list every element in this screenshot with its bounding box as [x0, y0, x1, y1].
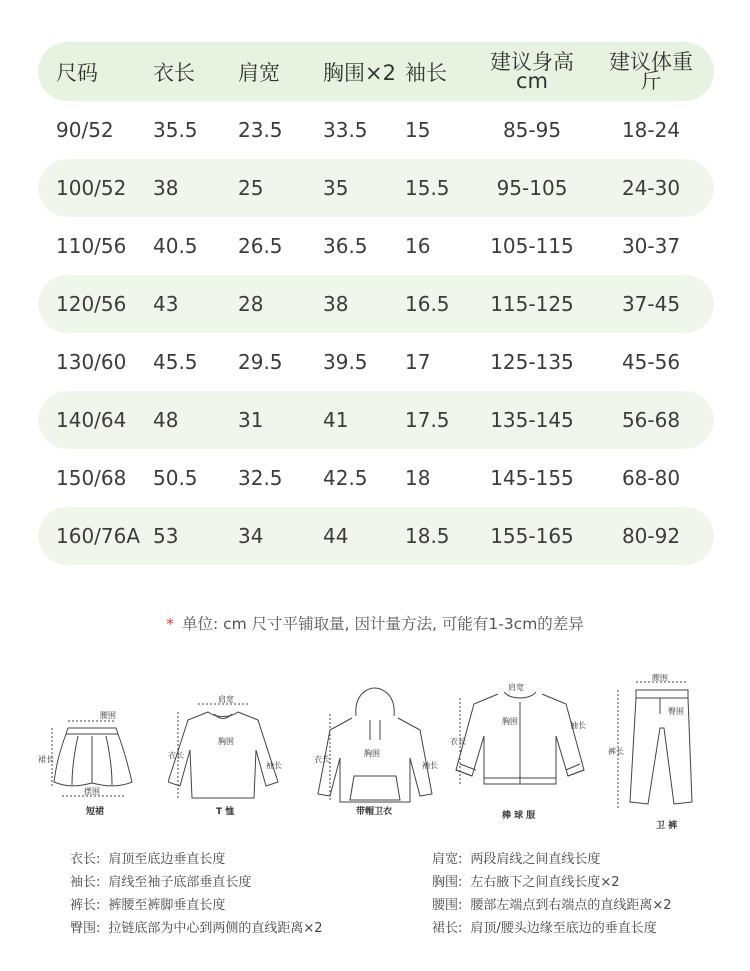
tshirt-label-sleeve: 袖长: [266, 761, 282, 770]
cell-shoulder: 31: [238, 408, 264, 432]
cell-shoulder: 26.5: [238, 234, 283, 258]
header-sleeve: 袖长: [405, 60, 447, 85]
cell-sleeve: 16: [405, 234, 431, 258]
cell-sleeve: 15.5: [405, 176, 450, 200]
cell-length: 43: [153, 292, 179, 316]
jacket-label-shoulder: 肩宽: [508, 683, 524, 692]
legend-definition: 肩顶/腰头边缘至底边的垂直长度: [470, 921, 657, 936]
table-row: [38, 217, 714, 275]
cell-length: 50.5: [153, 466, 198, 490]
cell-length: 38: [153, 176, 179, 200]
cell-height: 85-95: [502, 118, 562, 142]
legend-definition: 裤腰至裤脚垂直长度: [108, 898, 226, 913]
legend-definition: 腰部左端点到右端点的直线距离×2: [470, 898, 672, 913]
cell-length: 48: [153, 408, 179, 432]
legend-term: 衣长:: [70, 852, 101, 867]
cell-shoulder: 29.5: [238, 350, 283, 374]
legend-term: 臀围:: [70, 921, 101, 936]
pants-label-waist: 腰围: [652, 674, 668, 682]
note-text: 单位: cm 尺寸平铺取量, 因计量方法, 可能有1-3cm的差异: [181, 615, 584, 633]
legend-item: [70, 894, 225, 913]
skirt-diagram: [38, 690, 148, 820]
cell-size: 110/56: [56, 234, 127, 258]
legend-term: 裙长:: [432, 921, 463, 936]
tshirt-label-chest: 胸围: [218, 737, 234, 746]
diagram-label-skirt: 短裙: [86, 807, 105, 817]
legend-item: [432, 894, 672, 913]
legend-item: [432, 871, 620, 890]
cell-height: 145-155: [490, 466, 574, 490]
skirt-label-hem: 摆围: [84, 787, 100, 796]
cell-sleeve: 16.5: [405, 292, 450, 316]
legend-term: 肩宽:: [432, 852, 463, 867]
hoodie-label-length: 衣长: [314, 755, 330, 764]
skirt-label-waist: 腰围: [100, 711, 116, 720]
cell-size: 140/64: [56, 408, 127, 432]
cell-size: 130/60: [56, 350, 127, 374]
cell-weight: 24-30: [621, 176, 681, 200]
cell-weight: 68-80: [621, 466, 681, 490]
table-row: [38, 333, 714, 391]
measurement-diagrams: [30, 670, 730, 830]
legend-item: [432, 848, 600, 867]
diagram-label-hoodie: 带帽卫衣: [356, 807, 393, 817]
hoodie-label-sleeve: 袖长: [422, 761, 438, 770]
cell-chest: 36.5: [323, 234, 368, 258]
hoodie-label-chest: 胸围: [364, 749, 380, 758]
cell-length: 45.5: [153, 350, 198, 374]
cell-shoulder: 32.5: [238, 466, 283, 490]
legend-item: [432, 917, 657, 936]
legend-term: 裤长:: [70, 898, 101, 913]
pants-diagram: [608, 674, 708, 824]
cell-shoulder: 34: [238, 524, 264, 548]
cell-height: 115-125: [490, 292, 574, 316]
table-row: [38, 507, 714, 565]
legend-definition: 肩线至袖子底部垂直长度: [108, 875, 252, 890]
cell-chest: 35: [323, 176, 349, 200]
hoodie-diagram: [310, 684, 440, 820]
table-row: [38, 159, 714, 217]
unit-note: [0, 612, 750, 634]
legend-definition: 拉链底部为中心到两侧的直线距离×2: [108, 921, 323, 936]
cell-chest: 41: [323, 408, 349, 432]
cell-length: 35.5: [153, 118, 198, 142]
skirt-label-length: 裙长: [38, 755, 54, 764]
cell-sleeve: 18: [405, 466, 431, 490]
cell-size: 100/52: [56, 176, 127, 200]
cell-weight: 18-24: [621, 118, 681, 142]
cell-size: 160/76A: [56, 524, 141, 548]
cell-height: 135-145: [490, 408, 574, 432]
cell-length: 40.5: [153, 234, 198, 258]
size-table: [38, 42, 714, 565]
jacket-label-length: 衣长: [450, 737, 466, 746]
cell-chest: 44: [323, 524, 349, 548]
jacket-label-sleeve: 袖长: [570, 721, 586, 730]
legend-item: [70, 917, 323, 936]
header-size: 尺码: [56, 60, 98, 85]
cell-weight: 56-68: [621, 408, 681, 432]
cell-weight: 37-45: [621, 292, 681, 316]
legend-definition: 两段肩线之间直线长度: [470, 852, 601, 867]
cell-chest: 38: [323, 292, 349, 316]
cell-weight: 30-37: [621, 234, 681, 258]
cell-height: 95-105: [496, 176, 568, 200]
header-chest: 胸围×2: [323, 60, 396, 85]
legend-term: 胸围:: [432, 875, 463, 890]
cell-size: 90/52: [56, 118, 114, 142]
jacket-label-chest: 胸围: [502, 717, 518, 726]
cell-height: 155-165: [490, 524, 574, 548]
header-shoulder: 肩宽: [238, 60, 280, 85]
diagram-label-pants: 卫 裤: [656, 821, 678, 831]
cell-length: 53: [153, 524, 179, 548]
asterisk: *: [166, 615, 174, 633]
cell-shoulder: 23.5: [238, 118, 283, 142]
cell-chest: 42.5: [323, 466, 368, 490]
table-row: [38, 391, 714, 449]
legend-item: [70, 848, 225, 867]
cell-sleeve: 17.5: [405, 408, 450, 432]
cell-weight: 80-92: [621, 524, 681, 548]
table-row: [38, 275, 714, 333]
jacket-diagram: [450, 680, 590, 820]
cell-height: 125-135: [490, 350, 574, 374]
cell-shoulder: 25: [238, 176, 264, 200]
cell-weight: 45-56: [621, 350, 681, 374]
table-body: [38, 101, 714, 565]
cell-shoulder: 28: [238, 292, 264, 316]
pants-label-hip: 臀围: [668, 707, 684, 716]
cell-sleeve: 15: [405, 118, 431, 142]
cell-height: 105-115: [490, 234, 574, 258]
diagram-label-tshirt: T 恤: [216, 807, 235, 817]
cell-chest: 39.5: [323, 350, 368, 374]
header-length: 衣长: [153, 60, 195, 85]
table-header: [38, 42, 714, 101]
cell-sleeve: 17: [405, 350, 431, 374]
legend-term: 袖长:: [70, 875, 101, 890]
tshirt-label-length: 衣长: [168, 751, 184, 760]
cell-size: 120/56: [56, 292, 127, 316]
header-weight: 建议体重 斤: [609, 49, 693, 93]
legend-term: 腰围:: [432, 898, 463, 913]
pants-label-length: 裤长: [608, 747, 624, 756]
table-row: [38, 449, 714, 507]
header-height: 建议身高 cm: [490, 49, 574, 93]
cell-size: 150/68: [56, 466, 127, 490]
tshirt-diagram: [168, 690, 288, 820]
table-row: [38, 101, 714, 159]
cell-sleeve: 18.5: [405, 524, 450, 548]
diagram-label-jacket: 棒 球 服: [502, 811, 536, 821]
tshirt-label-shoulder: 肩宽: [218, 695, 234, 704]
legend-item: [70, 871, 251, 890]
legend-definition: 肩顶至底边垂直长度: [108, 852, 226, 867]
legend-definition: 左右腋下之间直线长度×2: [470, 875, 620, 890]
cell-chest: 33.5: [323, 118, 368, 142]
